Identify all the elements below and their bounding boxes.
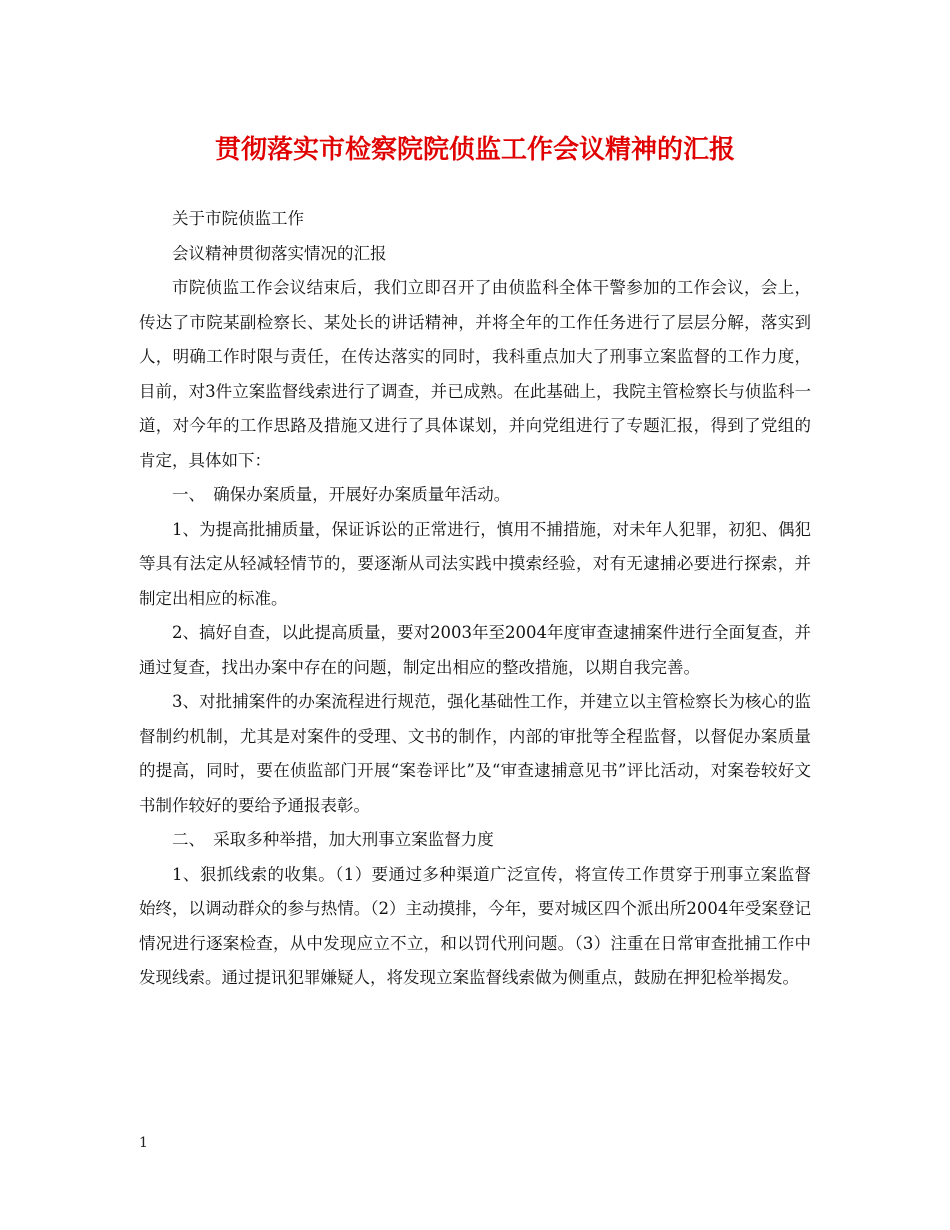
section-1-item-3: 3、对批捕案件的办案流程进行规范，强化基础性工作，并建立以主管检察长为核心的监督制约机制，尤其是对案件的受理、文书的制作，内部的审批等全程监督，以督促办案质量的提高，同时，要在侦监部门开展“案卷评比”及“审查逮捕意见书”评比活动，对案卷较好文书制作较好的要给予通报表彰。 — [139, 692, 811, 815]
page-number: 1 — [139, 1135, 148, 1151]
section-2-item-1: 1、狠抓线索的收集。（1）要通过多种渠道广泛宣传，将宣传工作贯穿于刑事立案监督始终，以调动群众的参与热情。（2）主动摸排，今年，要对城区四个派出所2004年受案登记情况进行逐案检查，从中发现应立不立，和以罚代刑问题。（3）注重在日常审查批捕工作中发现线索。通过提讯犯罪嫌疑人，将发现立案监督线索做为侧重点，鼓励在押犯检举揭发。 — [139, 864, 811, 987]
section-1-item-1: 1、为提高批捕质量，保证诉讼的正常进行，慎用不捕措施，对未年人犯罪，初犯、偶犯等具有法定从轻减轻情节的，要逐渐从司法实践中摸索经验，对有无逮捕必要进行探索，并制定出相应的标准。 — [139, 519, 811, 608]
subtitle-line-2: 会议精神贯彻落实情况的汇报 — [172, 243, 387, 263]
document-title: 贯彻落实市检察院院侦监工作会议精神的汇报 — [214, 135, 735, 165]
intro-paragraph: 市院侦监工作会议结束后，我们立即召开了由侦监科全体干警参加的工作会议，会上，传达了市院某副检察长、某处长的讲话精神，并将全年的工作任务进行了层层分解，落实到人，明确工作时限与责任，在传达落实的同时，我科重点加大了刑事立案监督的工作力度，目前，对3件立案监督线索进行了调查，并已成熟。在此基础上，我院主管检察长与侦监科一道，对今年的工作思路及措施又进行了具体谋划，并向党组进行了专题汇报，得到了党组的肯定，具体如下： — [139, 278, 811, 470]
document-body — [139, 202, 811, 996]
section-heading-1: 一、 确保办案质量，开展好办案质量年活动。 — [172, 485, 511, 504]
subtitle-line-1: 关于市院侦监工作 — [172, 209, 304, 228]
section-1-item-2: 2、搞好自查，以此提高质量，要对2003年至2004年度审查逮捕案件进行全面复查，并通过复查，找出办案中存在的问题，制定出相应的整改措施，以期自我完善。 — [139, 623, 811, 677]
section-heading-2: 二、 采取多种举措，加大刑事立案监督力度 — [172, 830, 494, 849]
